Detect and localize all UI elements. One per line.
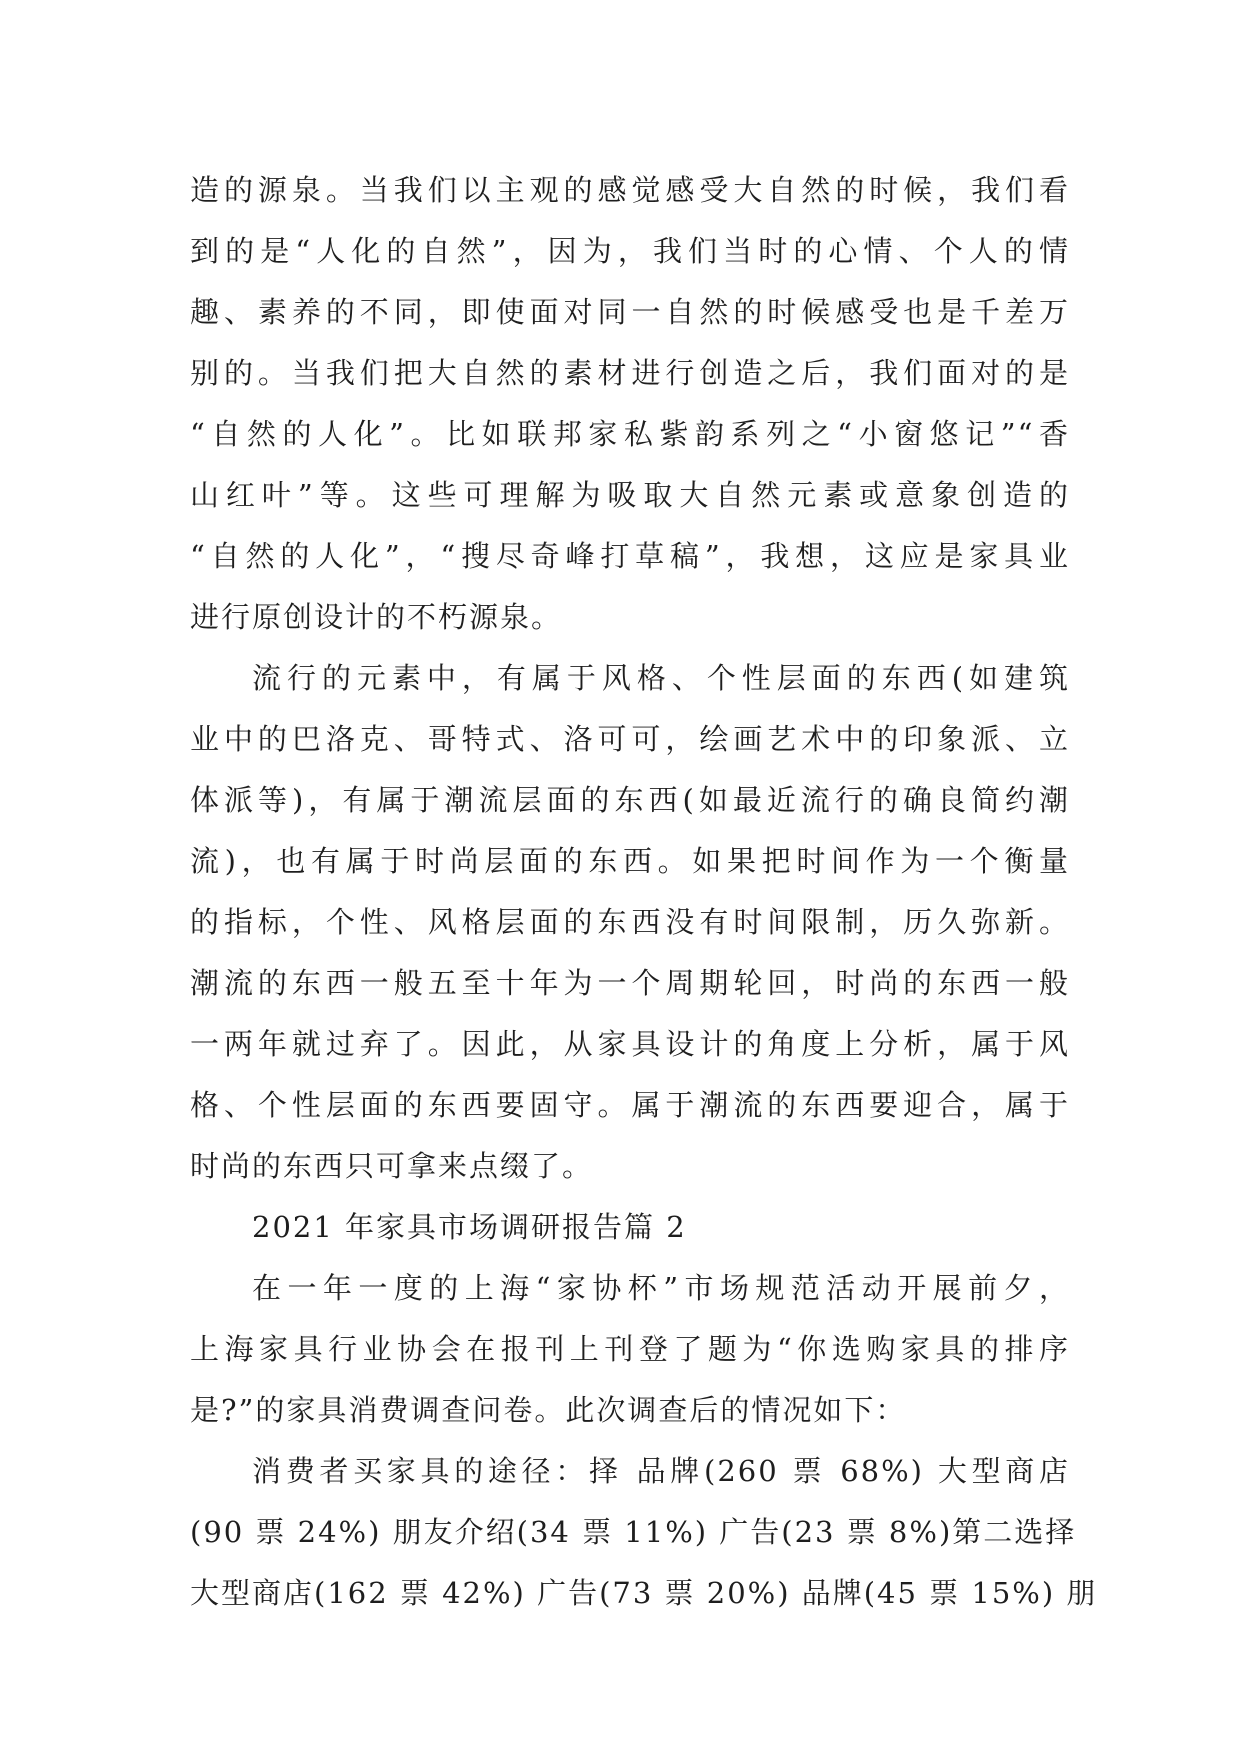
text-line: 大型商店(162 票 42%) 广告(73 票 20%) 品牌(45 票 15%) 朋 xyxy=(190,1576,1098,1610)
text-line: 潮流的东西一般五至十年为一个周期轮回，时尚的东西一般 xyxy=(190,966,1070,1000)
text-line: 到的是“人化的自然”，因为，我们当时的心情、个人的情 xyxy=(190,234,1070,268)
text-line: 消费者买家具的途径：择 品牌(260 票 68%) 大型商店 xyxy=(252,1454,1070,1488)
text-line: 的指标，个性、风格层面的东西没有时间限制，历久弥新。 xyxy=(190,905,1070,939)
text-line: 上海家具行业协会在报刊上刊登了题为“你选购家具的排序 xyxy=(190,1332,1070,1366)
text-line: 是?”的家具消费调查问卷。此次调查后的情况如下： xyxy=(190,1393,907,1427)
text-line: “自然的人化”。比如联邦家私紫韵系列之“小窗悠记”“香 xyxy=(190,417,1070,451)
text-line: 格、个性层面的东西要固守。属于潮流的东西要迎合，属于 xyxy=(190,1088,1070,1122)
document-body xyxy=(190,160,1098,1624)
text-line: 进行原创设计的不朽源泉。 xyxy=(190,600,563,634)
text-line: 山红叶”等。这些可理解为吸取大自然元素或意象创造的 xyxy=(190,478,1070,512)
text-line: 2021 年家具市场调研报告篇 2 xyxy=(252,1210,687,1244)
text-line: “自然的人化”，“搜尽奇峰打草稿”，我想，这应是家具业 xyxy=(190,539,1070,573)
text-line: 一两年就过弃了。因此，从家具设计的角度上分析，属于风 xyxy=(190,1027,1070,1061)
text-line: 时尚的东西只可拿来点缀了。 xyxy=(190,1149,594,1183)
text-line: 流)，也有属于时尚层面的东西。如果把时间作为一个衡量 xyxy=(190,844,1070,878)
text-line: 流行的元素中，有属于风格、个性层面的东西(如建筑 xyxy=(252,661,1070,695)
text-line: 别的。当我们把大自然的素材进行创造之后，我们面对的是 xyxy=(190,356,1070,390)
text-line: 趣、素养的不同，即使面对同一自然的时候感受也是千差万 xyxy=(190,295,1070,329)
text-line: 在一年一度的上海“家协杯”市场规范活动开展前夕， xyxy=(252,1271,1070,1305)
text-line: 业中的巴洛克、哥特式、洛可可，绘画艺术中的印象派、立 xyxy=(190,722,1070,756)
text-line: (90 票 24%) 朋友介绍(34 票 11%) 广告(23 票 8%)第二选择 xyxy=(190,1515,1077,1549)
text-line: 造的源泉。当我们以主观的感觉感受大自然的时候，我们看 xyxy=(190,173,1070,207)
text-line: 体派等)，有属于潮流层面的东西(如最近流行的确良简约潮 xyxy=(190,783,1070,817)
